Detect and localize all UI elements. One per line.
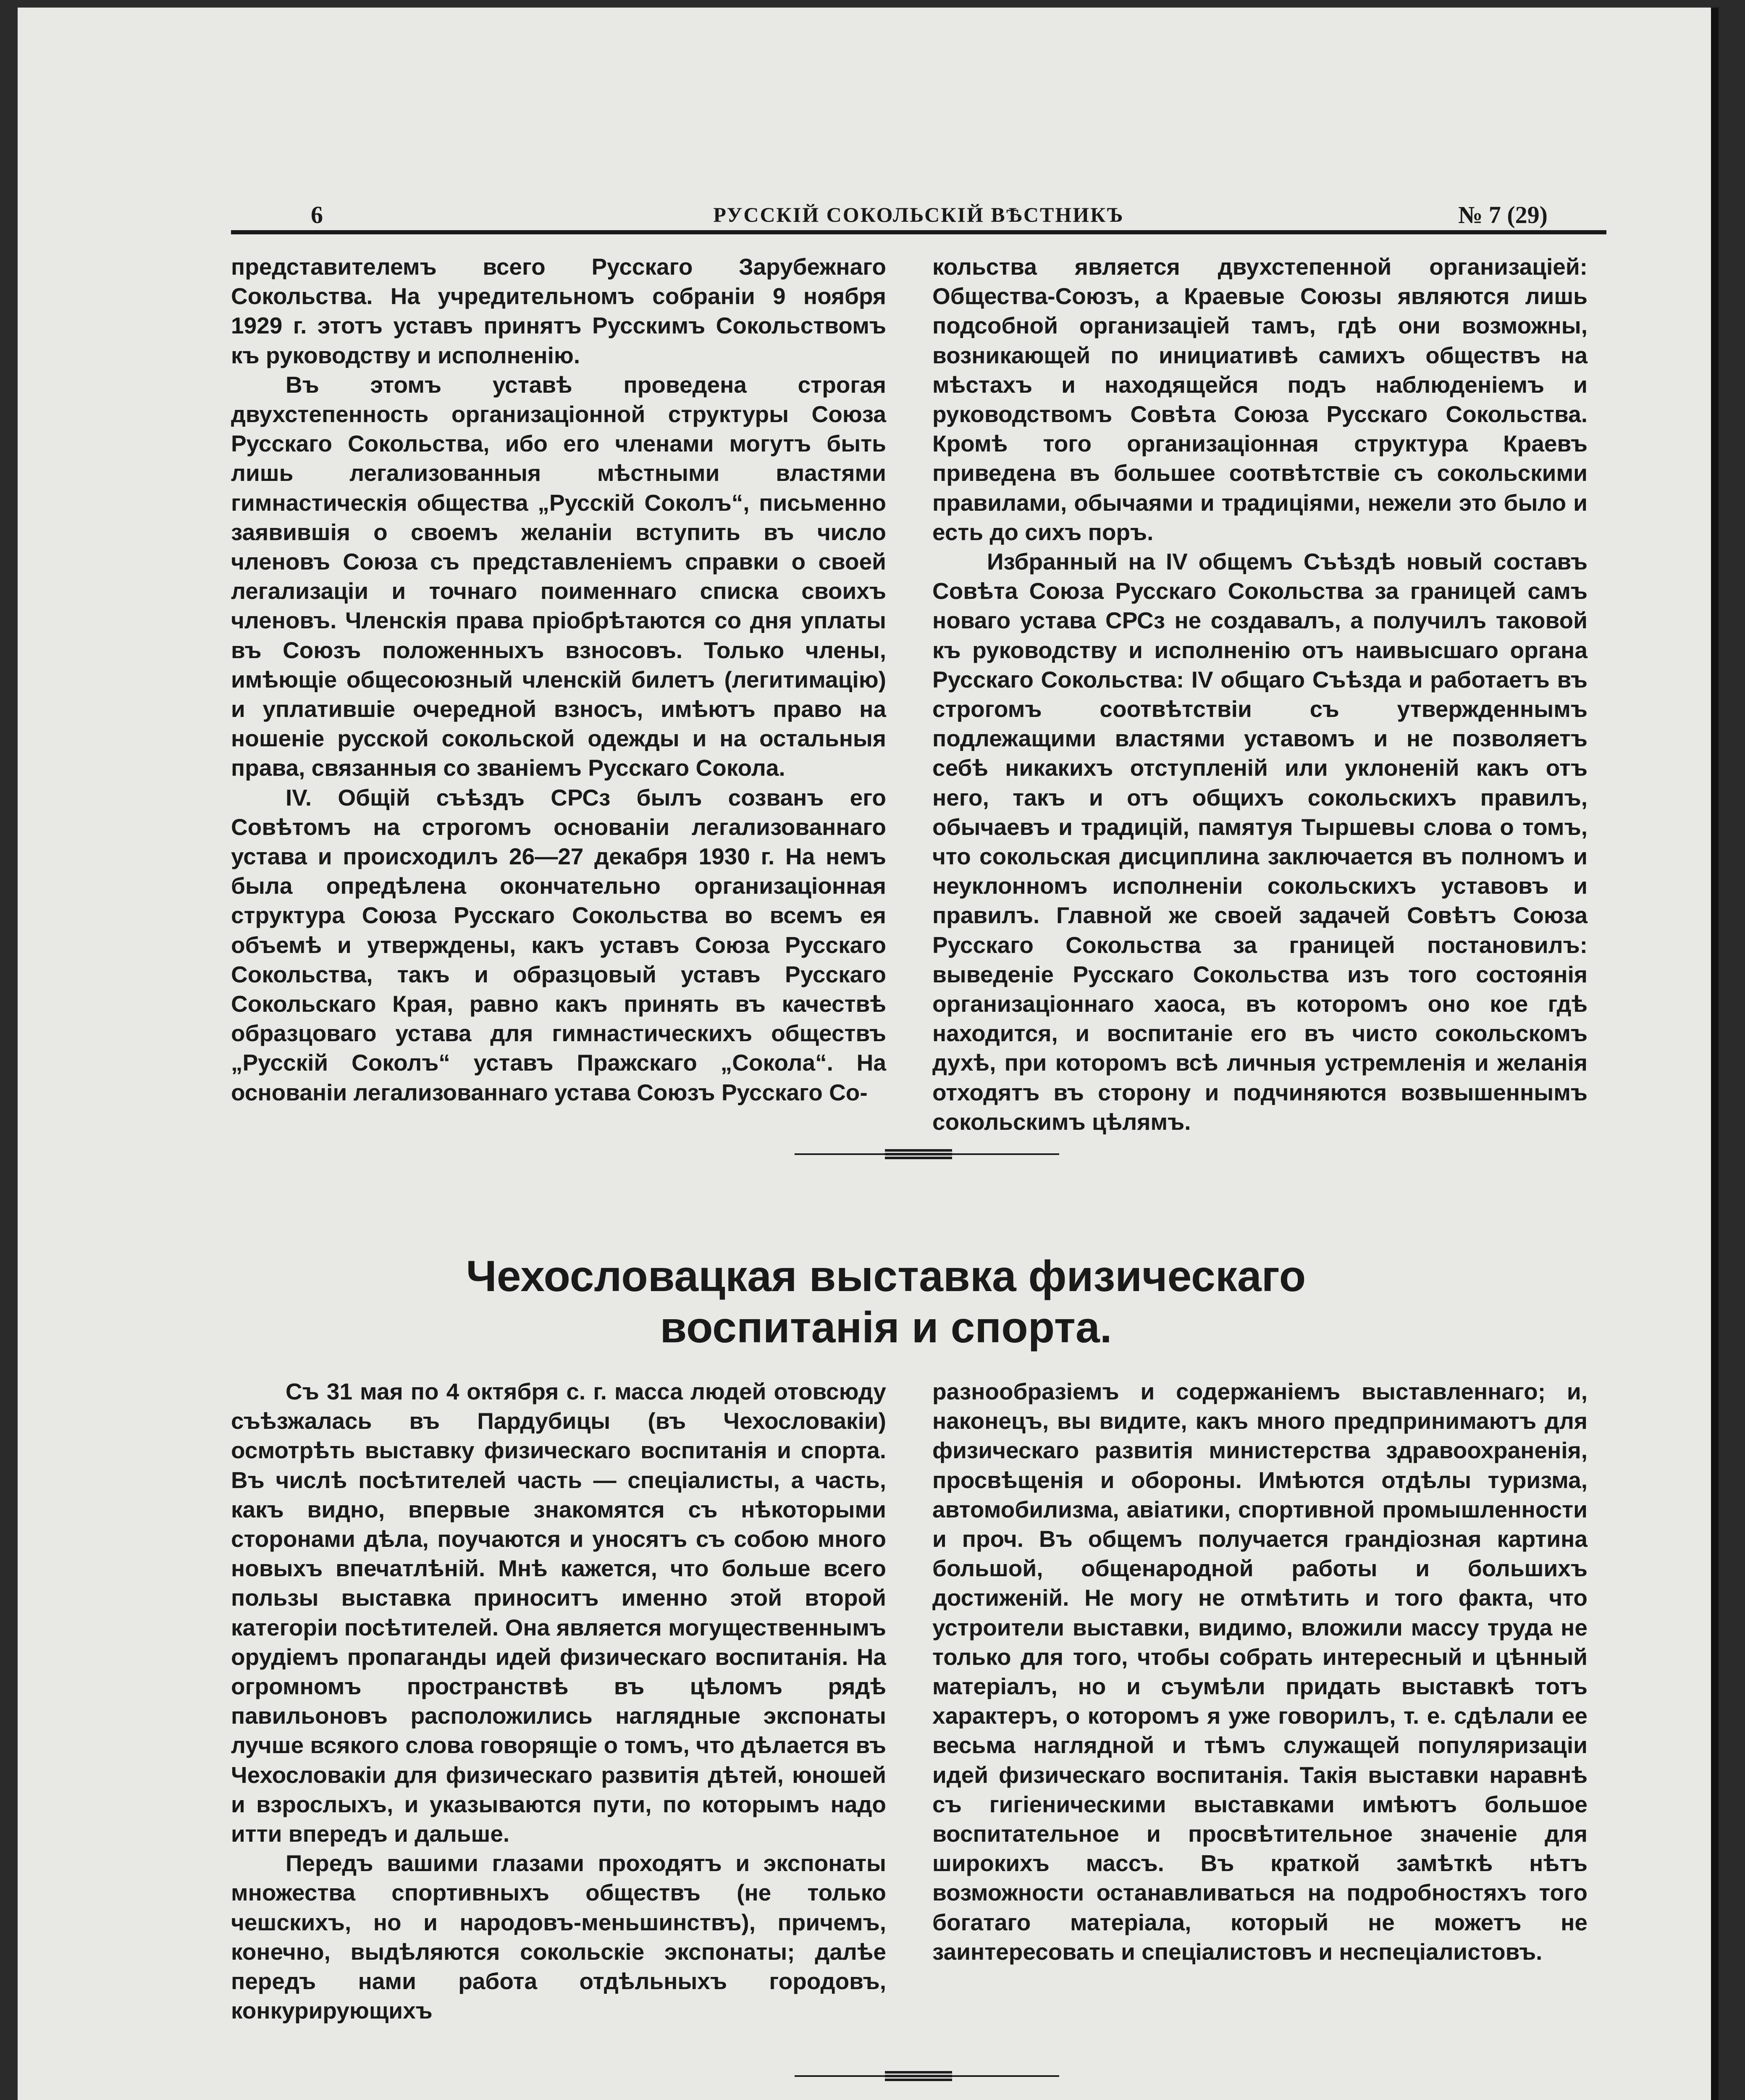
issue-number: № 7 (29): [1458, 201, 1548, 228]
scan-edge-right: [1711, 8, 1719, 2100]
section1-left-column: [231, 252, 886, 1107]
section1-right-column: [932, 252, 1588, 1137]
paragraph: Въ этомъ уставѣ проведена строгая двухстепенность организаціонной структуры Союза Русскаго Сокольства, ибо его членами могутъ быть лишь легализованныя мѣстными властями гимнастическія общества „Русскій Соколъ“, письменно заявившія о своемъ желаніи вступить въ число членовъ Союза съ представленіемъ справки о своей легализаціи и точнаго поименнаго списка своихъ членовъ. Членскія права пріобрѣтаются со дня уплаты въ Союзъ положенныхъ взносовъ. Только члены, имѣющіе общесоюзный членскій билетъ (легитимацію) и уплатившіе очередной взносъ, имѣютъ право на ношеніе русской сокольской одежды и на остальныя права, связанныя со званіемъ Русскаго Сокола.: [231, 371, 886, 781]
paragraph: Избранный на IV общемъ Съѣздѣ новый составъ Совѣта Союза Русскаго Сокольства за границей самъ новаго устава СРСз не создавалъ, а получилъ таковой къ руководству и исполненію отъ наивысшаго органа Русскаго Сокольства: IV общаго Съѣзда и работаетъ въ строгомъ соотвѣтствіи съ утвержденнымъ подлежащими властями уставомъ и не позволяетъ себѣ никакихъ отступленій или уклоненій какъ отъ него, такъ и отъ общихъ сокольскихъ правилъ, обычаевъ и традицій, памятуя Тыршевы слова о томъ, что сокольская дисциплина заключается въ полномъ и неуклонномъ исполненіи сокольскихъ уставовъ и правилъ. Главной же своей задачей Совѣтъ Союза Русскаго Сокольства за границей постановилъ: выведеніе Русскаго Сокольства изъ того состоянія организаціоннаго хаоса, въ которомъ оно кое гдѣ находится, и воспитаніе его въ чисто сокольскомъ духѣ, при которомъ всѣ личныя устремленія и желанія отходятъ въ сторону и подчиняются возвышеннымъ сокольскимъ цѣлямъ.: [932, 549, 1588, 1135]
separator-ornament: [885, 1149, 952, 1159]
end-separator: [795, 2068, 1059, 2084]
scan-edge-left: [13, 8, 18, 2100]
running-title: РУССКІЙ СОКОЛЬСКІЙ ВѢСТНИКЪ: [713, 203, 1124, 226]
article-title-line: Чехословацкая выставка физическаго: [466, 1252, 1306, 1301]
article-title-line: воспитанія и спорта.: [660, 1303, 1112, 1352]
article-right-column: [932, 1377, 1588, 1966]
paragraph: Передъ вашими глазами проходятъ и экспонаты множества спортивныхъ обществъ (не только чешскихъ, но и народовъ-меньшинствъ), причемъ, конечно, выдѣляются сокольскіе экспонаты; далѣе передъ нами работа отдѣльныхъ городовъ, конкурирующихъ: [231, 1850, 886, 2024]
magazine-page: [13, 8, 1719, 2100]
separator-ornament: [885, 2071, 952, 2081]
page-number: 6: [311, 201, 323, 228]
running-header: [231, 192, 1606, 234]
paragraph: разнообразіемъ и содержаніемъ выставленнаго; и, наконецъ, вы видите, какъ много предпринимаютъ для физическаго развитія министерства здравоохраненія, просвѣщенія и обороны. Имѣются отдѣлы туризма, автомобилизма, авіатики, спортивной промышленности и проч. Въ общемъ получается грандіозная картина большой, общенародной работы и большихъ достиженій. Не могу не отмѣтить и того факта, что устроители выставки, видимо, вложили массу труда не только для того, чтобы собрать интересный и цѣнный матеріалъ, но и съумѣли придать выставкѣ тотъ характеръ, о которомъ я уже говорилъ, т. е. сдѣлали ее весьма наглядной и тѣмъ служащей популяризаціи идей физическаго воспитанія. Такія выставки наравнѣ съ гигіеническими выставками имѣютъ большое воспитательное и просвѣтительное значеніе для широкихъ массъ. Въ краткой замѣткѣ нѣтъ возможности останавливаться на подробностяхъ того богатаго матеріала, который не можетъ не заинтересовать и спеціалистовъ и неспеціалистовъ.: [932, 1378, 1588, 1965]
article-left-column: [231, 1377, 886, 2025]
paragraph: Съ 31 мая по 4 октября с. г. масса людей отовсюду съѣзжалась въ Пардубицы (въ Чехословакіи) осмотрѣть выставку физическаго воспитанія и спорта. Въ числѣ посѣтителей часть — спеціалисты, а часть, какъ видно, впервые знакомятся съ нѣкоторыми сторонами дѣла, поучаются и уносятъ съ собою много новыхъ впечатлѣній. Мнѣ кажется, что больше всего пользы выставка приноситъ именно этой второй категоріи посѣтителей. Она является могущественнымъ орудіемъ пропаганды идей физическаго воспитанія. На огромномъ пространствѣ въ цѣломъ рядѣ павильоновъ расположились наглядные экспонаты лучше всякого слова говорящіе о томъ, что дѣлается въ Чехословакіи для физическаго развитія дѣтей, юношей и взрослыхъ, и указываются пути, по которымъ надо итти впередъ и дальше.: [231, 1378, 886, 1847]
paragraph: представителемъ всего Русскаго Зарубежнаго Сокольства. На учредительномъ собраніи 9 ноября 1929 г. этотъ уставъ принятъ Русскимъ Сокольствомъ къ руководству и исполненію.: [231, 254, 886, 368]
section-separator: [795, 1146, 1059, 1163]
paragraph: IV. Общій съѣздъ СРСз былъ созванъ его Совѣтомъ на строгомъ основаніи легализованнаго устава и происходилъ 26—27 декабря 1930 г. На немъ была опредѣлена окончательно организаціонная структура Союза Русскаго Сокольства во всемъ ея объемѣ и утверждены, какъ уставъ Союза Русскаго Сокольства, такъ и образцовый уставъ Русскаго Сокольскаго Края, равно какъ принять въ качествѣ образцоваго устава для гимнастическихъ обществъ „Русскій Соколъ“ уставъ Пражскаго „Сокола“. На основаніи легализованнаго устава Союзъ Русскаго Со-: [231, 784, 886, 1105]
article-title: [13, 1251, 1719, 1353]
paragraph: кольства является двухстепенной организаціей: Общества-Союзъ, а Краевые Союзы являются лишь подсобной организаціей тамъ, гдѣ они возможны, возникающей по инициативѣ самихъ обществъ на мѣстахъ и находящейся подъ наблюденіемъ и руководствомъ Совѣта Союза Русскаго Сокольства. Кромѣ того организаціонная структура Краевъ приведена въ большее соотвѣтствіе съ сокольскими правилами, обычаями и традиціями, нежели это было и есть до сихъ поръ.: [932, 254, 1588, 545]
